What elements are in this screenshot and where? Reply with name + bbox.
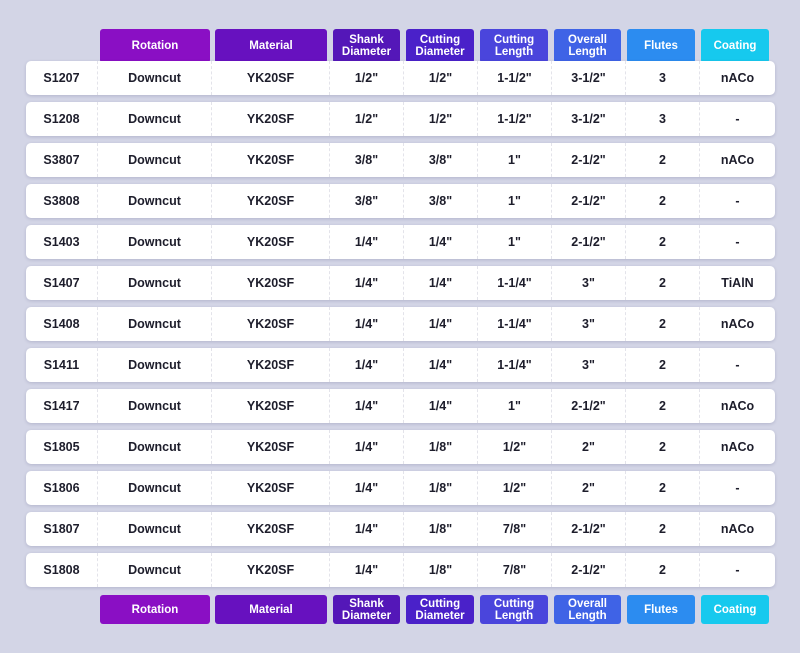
- footer-header-label: Material: [249, 603, 293, 616]
- footer-header-cutting-diameter: [406, 595, 474, 624]
- cell-cutting-length: 1-1/4": [478, 266, 552, 300]
- cell-cutting-length: 1": [478, 143, 552, 177]
- header-rotation: [100, 29, 210, 63]
- cell-flutes: 2: [626, 307, 700, 341]
- header-label: [415, 34, 464, 58]
- cell-cutting-diameter: 1/4": [404, 225, 478, 259]
- header-label: Flutes: [644, 40, 678, 52]
- cell-overall-length: 2-1/2": [552, 512, 626, 546]
- cell-coating: nACo: [720, 153, 755, 167]
- table-row: [26, 307, 775, 341]
- cell-part-number: S3807: [26, 143, 98, 177]
- cell-cutting-diameter: 1/8": [404, 512, 478, 546]
- header-cutting-diameter: [406, 29, 474, 63]
- cell-shank-diameter: 1/4": [330, 553, 404, 587]
- cell-shank-diameter: 3/8": [330, 184, 404, 218]
- cell-cutting-length: 1-1/4": [478, 348, 552, 382]
- header-label-line: Diameter: [341, 46, 392, 58]
- footer-header-label-line: Shank: [349, 597, 384, 610]
- cell-overall-length: 3-1/2": [552, 102, 626, 136]
- footer-header-label: [342, 598, 391, 622]
- cell-cutting-diameter: 1/4": [404, 389, 478, 423]
- cell-flutes: 2: [626, 184, 700, 218]
- cell-flutes: 2: [626, 512, 700, 546]
- cell-shank-diameter: 1/2": [330, 102, 404, 136]
- cell-coating: TiAlN: [721, 276, 754, 290]
- cell-cutting-diameter: 1/8": [404, 471, 478, 505]
- cell-shank-diameter: 3/8": [330, 143, 404, 177]
- cell-rotation: Downcut: [98, 471, 212, 505]
- cell-part-number: S1417: [26, 389, 98, 423]
- cell-shank-diameter: 1/4": [330, 348, 404, 382]
- cell-flutes: 2: [626, 348, 700, 382]
- cell-overall-length: 3": [552, 266, 626, 300]
- table-row: [26, 553, 775, 587]
- footer-header-label: Rotation: [131, 603, 179, 616]
- header-material: [215, 29, 327, 63]
- cell-material: YK20SF: [212, 61, 330, 95]
- cell-overall-length: 2-1/2": [552, 184, 626, 218]
- header-label-line: Length: [568, 46, 607, 58]
- header-label: Rotation: [131, 40, 179, 52]
- header-label-line: Diameter: [415, 46, 465, 58]
- cell-part-number: S1403: [26, 225, 98, 259]
- cell-overall-length: 3-1/2": [552, 61, 626, 95]
- cell-cutting-diameter: 1/2": [404, 102, 478, 136]
- header-shank-diameter: [333, 29, 400, 63]
- header-label-line: Cutting: [493, 34, 535, 46]
- footer-header-label-line: Cutting: [419, 597, 461, 610]
- footer-header-rotation: [100, 595, 210, 624]
- cell-shank-diameter: 1/4": [330, 471, 404, 505]
- footer-header-label: Flutes: [644, 603, 678, 616]
- cell-rotation: Downcut: [98, 512, 212, 546]
- cell-cutting-length: 1-1/2": [478, 102, 552, 136]
- cell-cutting-length: 1/2": [478, 471, 552, 505]
- table-row: [26, 266, 775, 300]
- cell-overall-length: 2-1/2": [552, 553, 626, 587]
- cell-cutting-length: 1": [478, 225, 552, 259]
- cell-part-number: S1806: [26, 471, 98, 505]
- cell-rotation: Downcut: [98, 389, 212, 423]
- cell-overall-length: 2": [552, 471, 626, 505]
- cell-material: YK20SF: [212, 307, 330, 341]
- cell-material: YK20SF: [212, 266, 330, 300]
- cell-material: YK20SF: [212, 348, 330, 382]
- cell-cutting-diameter: 1/8": [404, 430, 478, 464]
- cell-shank-diameter: 1/2": [330, 61, 404, 95]
- table-row: [26, 389, 775, 423]
- cell-cutting-diameter: 1/4": [404, 348, 478, 382]
- cell-part-number: S3808: [26, 184, 98, 218]
- footer-header-coating: [701, 595, 769, 624]
- header-label: Coating: [713, 40, 757, 52]
- cell-shank-diameter: 1/4": [330, 512, 404, 546]
- footer-header-flutes: [627, 595, 695, 624]
- cell-material: YK20SF: [212, 389, 330, 423]
- cell-part-number: S1207: [26, 61, 98, 95]
- cell-coating: nACo: [720, 399, 755, 413]
- cell-coating: -: [735, 235, 740, 249]
- footer-header-label-line: Cutting: [493, 597, 535, 610]
- cell-material: YK20SF: [212, 143, 330, 177]
- footer-header-cutting-length: [480, 595, 548, 624]
- cell-flutes: 2: [626, 266, 700, 300]
- cell-shank-diameter: 1/4": [330, 307, 404, 341]
- footer-header-label: [415, 598, 464, 622]
- cell-rotation: Downcut: [98, 348, 212, 382]
- cell-part-number: S1408: [26, 307, 98, 341]
- cell-cutting-length: 1": [478, 389, 552, 423]
- footer-header-shank-diameter: [333, 595, 400, 624]
- cell-material: YK20SF: [212, 225, 330, 259]
- cell-overall-length: 3": [552, 348, 626, 382]
- cell-cutting-diameter: 1/4": [404, 307, 478, 341]
- header-cutting-length: [480, 29, 548, 63]
- cell-coating: nACo: [720, 440, 755, 454]
- table-row: [26, 471, 775, 505]
- cell-cutting-length: 1": [478, 184, 552, 218]
- header-row-bottom: [0, 595, 800, 624]
- cell-cutting-diameter: 1/2": [404, 61, 478, 95]
- cell-part-number: S1807: [26, 512, 98, 546]
- cell-rotation: Downcut: [98, 266, 212, 300]
- table-row: [26, 430, 775, 464]
- header-label-line: Length: [494, 46, 534, 58]
- header-label-line: Shank: [349, 34, 384, 46]
- cell-cutting-length: 7/8": [478, 553, 552, 587]
- cell-shank-diameter: 1/4": [330, 430, 404, 464]
- table-row: [26, 512, 775, 546]
- cell-coating: -: [735, 358, 740, 372]
- cell-material: YK20SF: [212, 512, 330, 546]
- cell-cutting-diameter: 1/4": [404, 266, 478, 300]
- cell-material: YK20SF: [212, 430, 330, 464]
- cell-part-number: S1208: [26, 102, 98, 136]
- cell-material: YK20SF: [212, 102, 330, 136]
- header-label: [568, 34, 607, 58]
- cell-coating: nACo: [720, 71, 755, 85]
- footer-header-label-line: Overall: [568, 597, 607, 610]
- cell-flutes: 2: [626, 430, 700, 464]
- cell-cutting-diameter: 3/8": [404, 143, 478, 177]
- cell-flutes: 2: [626, 553, 700, 587]
- cell-flutes: 3: [626, 102, 700, 136]
- footer-header-label: Coating: [713, 603, 757, 616]
- cell-flutes: 2: [626, 471, 700, 505]
- cell-cutting-diameter: 1/8": [404, 553, 478, 587]
- cell-part-number: S1407: [26, 266, 98, 300]
- cell-flutes: 2: [626, 143, 700, 177]
- cell-coating: -: [735, 481, 740, 495]
- footer-header-label-line: Length: [568, 609, 607, 622]
- table-row: [26, 102, 775, 136]
- cell-part-number: S1805: [26, 430, 98, 464]
- header-flutes: [627, 29, 695, 63]
- cell-cutting-length: 1-1/4": [478, 307, 552, 341]
- cell-rotation: Downcut: [98, 430, 212, 464]
- footer-header-overall-length: [554, 595, 621, 624]
- cell-overall-length: 2-1/2": [552, 143, 626, 177]
- table-row: [26, 143, 775, 177]
- cell-overall-length: 2": [552, 430, 626, 464]
- cell-coating: -: [735, 194, 740, 208]
- footer-header-label-line: Length: [494, 609, 534, 622]
- cell-cutting-diameter: 3/8": [404, 184, 478, 218]
- cell-shank-diameter: 1/4": [330, 389, 404, 423]
- cell-shank-diameter: 1/4": [330, 266, 404, 300]
- header-label: [342, 34, 391, 58]
- cell-flutes: 3: [626, 61, 700, 95]
- cell-overall-length: 2-1/2": [552, 389, 626, 423]
- footer-header-label-line: Diameter: [415, 609, 465, 622]
- footer-header-label-line: Diameter: [341, 609, 392, 622]
- cell-coating: -: [735, 112, 740, 126]
- cell-rotation: Downcut: [98, 102, 212, 136]
- cell-material: YK20SF: [212, 553, 330, 587]
- cell-rotation: Downcut: [98, 225, 212, 259]
- header-label-line: Cutting: [419, 34, 461, 46]
- header-label: [494, 34, 534, 58]
- header-label: Material: [249, 40, 293, 52]
- table-row: [26, 184, 775, 218]
- header-row-top: [0, 29, 800, 63]
- cell-rotation: Downcut: [98, 307, 212, 341]
- cell-overall-length: 2-1/2": [552, 225, 626, 259]
- table-row: [26, 61, 775, 95]
- cell-cutting-length: 1-1/2": [478, 61, 552, 95]
- table-row: [26, 225, 775, 259]
- cell-rotation: Downcut: [98, 143, 212, 177]
- footer-header-label: [494, 598, 534, 622]
- footer-header-label: [568, 598, 607, 622]
- cell-cutting-length: 7/8": [478, 512, 552, 546]
- table-row: [26, 348, 775, 382]
- cell-coating: nACo: [720, 317, 755, 331]
- header-overall-length: [554, 29, 621, 63]
- cell-cutting-length: 1/2": [478, 430, 552, 464]
- cell-coating: -: [735, 563, 740, 577]
- cell-rotation: Downcut: [98, 184, 212, 218]
- footer-header-material: [215, 595, 327, 624]
- cell-coating: nACo: [720, 522, 755, 536]
- cell-overall-length: 3": [552, 307, 626, 341]
- cell-shank-diameter: 1/4": [330, 225, 404, 259]
- cell-part-number: S1808: [26, 553, 98, 587]
- header-label-line: Overall: [568, 34, 607, 46]
- cell-flutes: 2: [626, 225, 700, 259]
- cell-rotation: Downcut: [98, 61, 212, 95]
- cell-rotation: Downcut: [98, 553, 212, 587]
- cell-material: YK20SF: [212, 184, 330, 218]
- cell-flutes: 2: [626, 389, 700, 423]
- cell-material: YK20SF: [212, 471, 330, 505]
- cell-part-number: S1411: [26, 348, 98, 382]
- header-coating: [701, 29, 769, 63]
